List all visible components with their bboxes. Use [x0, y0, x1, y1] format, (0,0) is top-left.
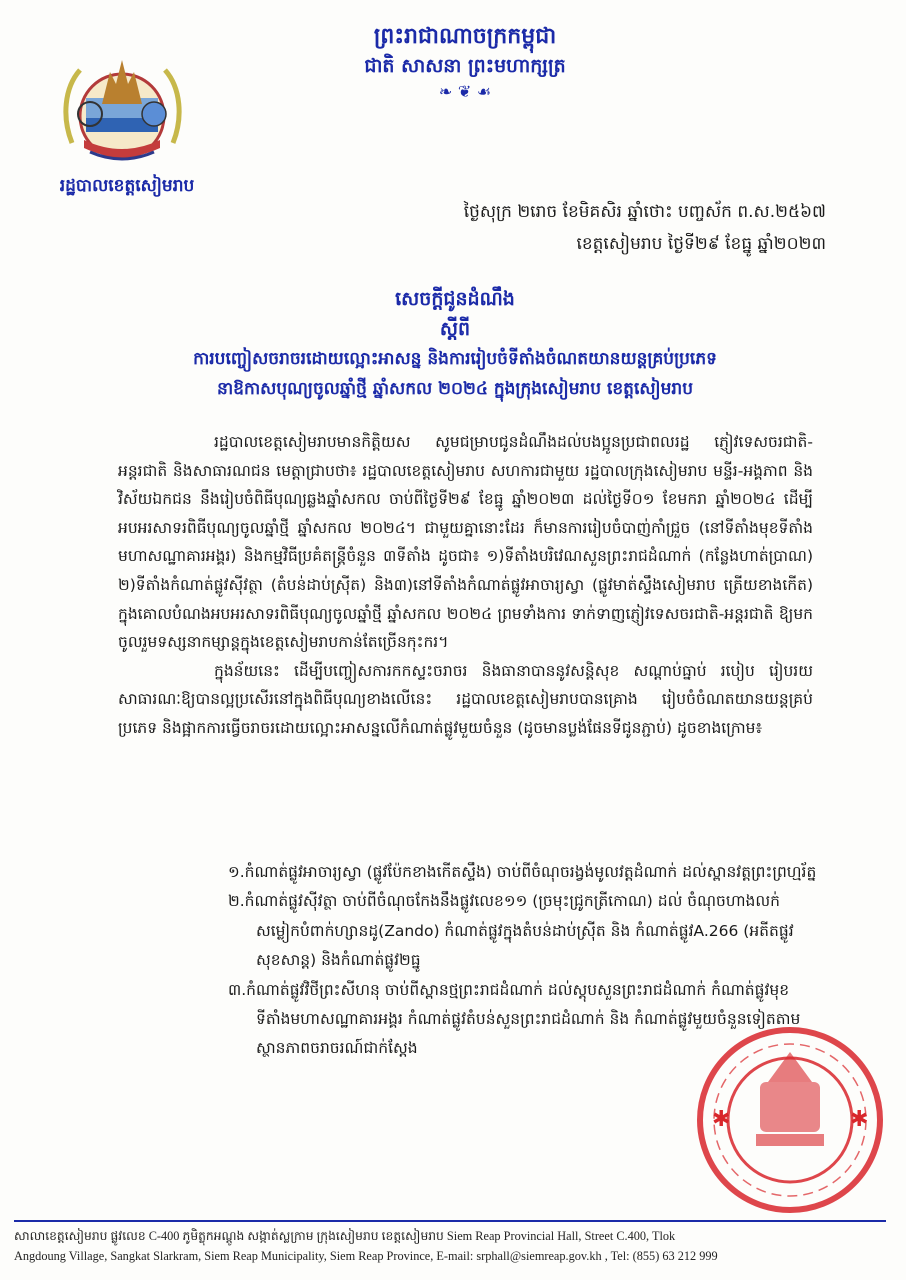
lunar-date: ថ្ងៃសុក្រ ២រោច ខែមិគសិរ ឆ្នាំថោះ បញ្ចស័ក ព.ស.២៥៦៧: [463, 202, 826, 222]
svg-text:✱: ✱: [712, 1107, 731, 1132]
date-block: [406, 196, 826, 260]
organization-name: រដ្ឋបាលខេត្តសៀមរាប: [59, 176, 195, 196]
kingdom-header: [300, 22, 630, 100]
provincial-emblem-icon: [60, 48, 185, 168]
body-text: [118, 428, 813, 743]
title-subject-line-2: នាឱកាសបុណ្យចូលឆ្នាំថ្មី ឆ្នាំសកល ២០២៤ ក្នុងក្រុងសៀមរាប ខេត្តសៀមរាប: [217, 379, 693, 399]
title-subject-line-1: ការបញ្ចៀសចរាចរដោយល្អោះអាសន្ន និងការរៀបចំទីតាំងចំណតយានយន្តគ្រប់ប្រភេទ: [193, 349, 717, 369]
list-item: ៣.កំណាត់ផ្លូវវិថីព្រះសីហនុ ចាប់ពីស្ពានថ្មព្រះរាជដំណាក់ ដល់ស្តុបសួនព្រះរាជដំណាក់ កំណាត់ផ្លូវមុខទីតាំងមហាសណ្ឋាគារអង្គរ កំណាត់ផ្លូវតំបន់សួនព្រះរាជដំណាក់ និង កំណាត់ផ្លូវមួយចំនួនទៀតតាមស្ថានភាពចរាចរណ៍ជាក់ស្តែង: [228, 980, 801, 1058]
solar-date: ខេត្តសៀមរាប ថ្ងៃទី២៩ ខែធ្នូ ឆ្នាំ២០២៣: [576, 234, 826, 254]
svg-text:✱: ✱: [850, 1107, 869, 1132]
paragraph: ក្នុងន័យនេះ ដើម្បីបញ្ចៀសការកកស្ទះចរាចរ និងធានាបាននូវសន្តិសុខ សណ្តាប់ធ្នាប់ របៀប រៀបរយសាធារណៈឱ្យបានល្អប្រសើរនៅក្នុងពិធីបុណ្យខាងលើនេះ រដ្ឋបាលខេត្តសៀមរាបបានគ្រោង រៀបចំចំណតយានយន្តគ្រប់ប្រភេទ និងផ្អាកការធ្វើចរាចរដោយល្អោះអាសន្នលើកំណាត់ផ្លូវមួយចំនួន (ដូចមានប្លង់ផែនទីជូនភ្ជាប់) ដូចខាងក្រោម៖: [118, 661, 813, 737]
list-item: ១.កំណាត់ផ្លូវអាចារ្យស្វា (ផ្លូវប៉ែកខាងកើតស្ទឹង) ចាប់ពីចំណុចរង្វង់មូលវត្តដំណាក់ ដល់ស្ពានវត្តព្រះព្រហ្មរ័ត្ន: [228, 863, 817, 881]
paragraph: រដ្ឋបាលខេត្តសៀមរាបមានកិត្តិយស សូមជម្រាបជូនដំណឹងដល់បងប្អូនប្រជាពលរដ្ឋ ភ្ញៀវទេសចរជាតិ-អន្តរជាតិ និងសាធារណជន មេត្តាជ្រាបថា៖ រដ្ឋបាលខេត្តសៀមរាប សហការជាមួយ រដ្ឋបាលក្រុងសៀមរាប មន្ទីរ-អង្គភាព និងវិស័យឯកជន នឹងរៀបចំពិធីបុណ្យឆ្លងឆ្នាំសកល ចាប់ពីថ្ងៃទី២៩ ខែធ្នូ ឆ្នាំ២០២៣ ដល់ថ្ងៃទី០១ ខែមករា ឆ្នាំ២០២៤ ដើម្បីអបអរសាទរពិធីបុណ្យចូលឆ្នាំថ្មី ឆ្នាំសកល ២០២៤។ ជាមួយគ្នានោះដែរ ក៏មានការរៀបចំបាញ់កាំជ្រួច (នៅទីតាំងមុខទីតាំងមហាសណ្ឋាគារអង្គរ) និងកម្មវិធីប្រគំតន្ត្រីចំនួន ៣ទីតាំង ដូចជា៖ ១)ទីតាំងបរិវេណសួនព្រះរាជដំណាក់ (កន្លែងហាត់ប្រាណ) ២)ទីតាំងកំណាត់ផ្លូវស៊ីវត្ថា (តំបន់ដាប់ស្រ៊ីត) និង៣)នៅទីតាំងកំណាត់ផ្លូវអាចារ្យស្វា (ផ្លូវមាត់ស្ទឹងសៀមរាប ត្រើយខាងកើត) ក្នុងគោលបំណងអបអរសាទរពិធីបុណ្យចូលឆ្នាំថ្មី ឆ្នាំសកល ២០២៤ ព្រមទាំងការ ទាក់ទាញភ្ញៀវទេសចរជាតិ-អន្តរជាតិ ឱ្យមកចូលរួមទស្សនាកម្សាន្តក្នុងខេត្តសៀមរាបកាន់តែច្រើនកុះករ។: [118, 433, 813, 652]
title-notice: សេចក្តីជូនដំណឹង: [395, 288, 515, 310]
ornament-divider-icon: ❧ ❦ ☙: [438, 82, 492, 101]
kingdom-motto: ជាតិ សាសនា ព្រះមហាក្សត្រ: [364, 55, 566, 77]
kingdom-title: ព្រះរាជាណាចក្រកម្ពុជា: [373, 24, 557, 49]
footer: [14, 1226, 886, 1266]
list-item: ២.កំណាត់ផ្លូវស៊ីវត្ថា ចាប់ពីចំណុចកែងនឹងផ្លូវលេខ១១ (ច្រមុះជ្រូកត្រីកោណ) ដល់ ចំណុចហាងលក់សម្លៀកបំពាក់ហ្សានដូ(Zando) កំណាត់ផ្លូវក្នុងតំបន់ដាប់ស្រ៊ីត និង កំណាត់ផ្លូវA.266 (អតីតផ្លូវសុខសាន្ត) និងកំណាត់ផ្លូវ២ធ្នូ: [228, 892, 794, 970]
title-regarding: ស្តីពី: [439, 318, 471, 340]
footer-address-line-2: Angdoung Village, Sangkat Slarkram, Siem Reap Municipality, Siem Reap Province, E-mail: srphall@siemreap.gov.kh , Tel: (855) 63 212 999: [14, 1249, 718, 1263]
document-title: [90, 284, 820, 404]
footer-address-line-1: សាលាខេត្តសៀមរាប ផ្លូវលេខ C-400 ភូមិត្លុកអណ្តូង សង្កាត់ស្លក្រាម ក្រុងសៀមរាប ខេត្តសៀមរាប Siem Reap Provincial Hall, Street C.400, Tlok: [14, 1229, 676, 1243]
footer-divider: [14, 1220, 886, 1222]
official-seal-icon: [690, 1022, 890, 1218]
